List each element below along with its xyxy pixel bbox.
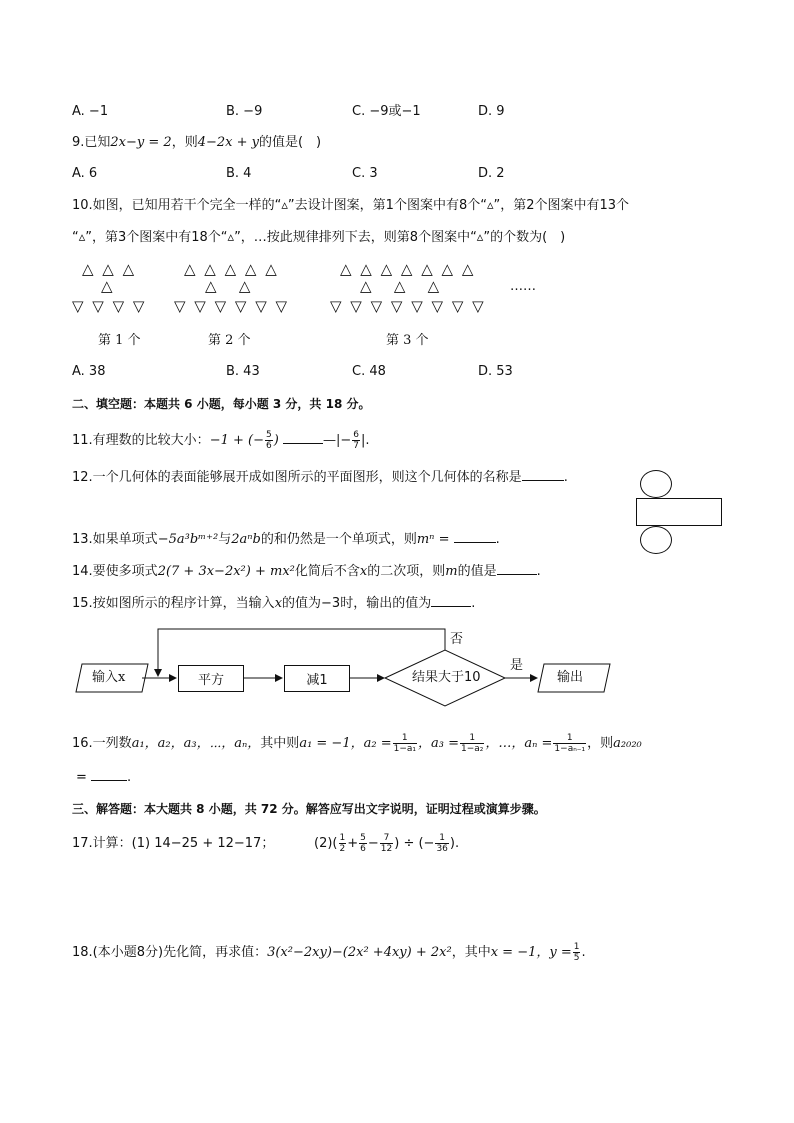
q17-d-num: 1 [435, 833, 448, 844]
q18-expression: 3(x²−2xy)−(2x² +4xy) + 2x² [267, 945, 452, 960]
q17-minus: − [367, 836, 379, 851]
q8-option-b: B. −9 [226, 104, 263, 119]
q17-b-num: 5 [360, 833, 366, 843]
q11-suffix: |. [360, 433, 370, 448]
q13-text-a: 13.如果单项式 [72, 532, 158, 547]
fig1-mid-row: △ [101, 277, 115, 295]
flow-no-label: 否 [450, 632, 464, 647]
q8-option-d: D. 9 [478, 104, 505, 119]
q17-plus: + [347, 836, 359, 851]
q10-option-d: D. 53 [478, 364, 513, 379]
q11-abs-open: —|− [322, 433, 352, 448]
flow-square-box [178, 665, 244, 692]
q16-text-b: 其中则 [260, 736, 300, 751]
q11-prefix: 11.有理数的比较大小： [72, 433, 210, 448]
q14-var-m: m [445, 564, 458, 579]
q16-text-a: 16.一列数 [72, 736, 132, 751]
q10-option-a: A. 38 [72, 364, 106, 379]
q18-frac [573, 942, 581, 963]
fig1-bottom-row: ▽ ▽ ▽ ▽ [72, 297, 147, 315]
q18-text: 18.(本小题8分)先化简，再求值： [72, 945, 268, 960]
q8-option-c: C. −9或−1 [352, 104, 421, 119]
q16-answer-line [76, 768, 131, 787]
q9-option-d: D. 2 [478, 166, 505, 181]
q16-sequence: a₁，a₂，a₃，⋯，aₙ， [131, 736, 261, 751]
q17-frac-b [359, 833, 367, 854]
fig3-bottom-row: ▽ ▽ ▽ ▽ ▽ ▽ ▽ ▽ [330, 297, 486, 315]
q9-expression: 4−2x + y [197, 135, 259, 150]
q9-condition: 2x−y = 2 [110, 135, 172, 150]
q10-stem-line1: 10.如图，已知用若干个完全一样的“▵”去设计图案，第1个图案中有8个“▵”，第2个图案中有13个 [72, 198, 630, 213]
q18-text-b: ，其中 [451, 945, 491, 960]
q10-option-c: C. 48 [352, 364, 386, 379]
q15-text-b: 的值为−3时，输出的值为 [282, 596, 432, 611]
q11-after-f1: ) [273, 433, 279, 448]
q9-prefix: 9.已知 [72, 135, 111, 150]
q16-answer-blank[interactable] [91, 768, 127, 781]
flow-input-label: 输入x [92, 670, 126, 685]
q13-monomial-2: 2aⁿb [231, 532, 261, 547]
q17-c-den: 12 [380, 844, 393, 854]
q14-text-c: 的二次项，则 [367, 564, 446, 579]
q13-end: . [495, 532, 500, 547]
q17-frac-c [380, 833, 393, 854]
flow-square-label: 平方 [197, 673, 224, 688]
q9-option-a: A. 6 [72, 166, 98, 181]
q14-text-a: 14.要使多项式 [72, 564, 158, 579]
q16-an: ，…，aₙ = [485, 736, 553, 751]
q16-a3: ，a₃ = [417, 736, 459, 751]
q16-a2-den: 1−a₁ [393, 744, 416, 754]
q16-an-num: 1 [553, 733, 586, 744]
q18-condition: x = −1，y = [490, 945, 572, 960]
q17-end: ). [449, 836, 460, 851]
q14-end: . [536, 564, 541, 579]
flow-yes-label: 是 [510, 658, 524, 673]
q17-close: ) ÷ (− [394, 836, 435, 851]
q16-a2-num: 1 [393, 733, 417, 744]
q12-text: 12.一个几何体的表面能够展开成如图所示的平面图形，则这个几何体的名称是 [72, 470, 522, 485]
q18-num: 1 [573, 942, 580, 952]
fig2-label: 第 2 个 [208, 333, 251, 348]
q11-expr-left: −1 + (− [209, 433, 264, 448]
q13-text-b: 与 [218, 532, 232, 547]
q9-suffix: 的值是( ) [258, 135, 322, 150]
q10-option-b: B. 43 [226, 364, 260, 379]
q12-end: . [563, 470, 568, 485]
q15-end: . [471, 596, 476, 611]
q9-option-b: B. 4 [226, 166, 252, 181]
q16-an-den: 1−aₙ₋₁ [554, 744, 586, 754]
q18-den: 5 [573, 953, 580, 963]
q17-frac-a [339, 833, 347, 854]
fig2-mid-row: △ △ [205, 277, 253, 295]
q15-var-x: x [274, 596, 283, 611]
fig3-mid-row: △ △ △ [360, 277, 442, 295]
fig2-bottom-row: ▽ ▽ ▽ ▽ ▽ ▽ [174, 297, 290, 315]
q11-f2-num: 6 [353, 430, 359, 440]
q16-a3-num: 1 [460, 733, 484, 744]
q16-frac-a3 [460, 733, 484, 754]
q16-equals: = [76, 770, 87, 785]
q16-target: a₂₀₂₀ [613, 736, 642, 751]
q9-mid: ，则 [171, 135, 198, 150]
q13-target: mⁿ = [416, 532, 450, 547]
q16-a1: a₁ = −1，a₂ = [299, 736, 392, 751]
q10-ellipsis: …… [510, 279, 536, 294]
section-fill-in-heading: 二、填空题：本题共 6 小题，每小题 3 分，共 18 分。 [72, 397, 371, 411]
q17-part1: 17.计算：(1) 14−25 + 12−17； [72, 836, 275, 851]
q11-f2-den: 7 [353, 441, 359, 451]
fig2-top-row: △ △ △ △ △ [184, 260, 279, 278]
q11-f1-num: 5 [265, 430, 272, 440]
q17-b-den: 6 [360, 844, 366, 854]
fig1-label: 第 1 个 [98, 333, 141, 348]
q11-f1-den: 6 [265, 441, 272, 451]
q17-open: (2)( [314, 836, 338, 851]
q13-text-c: 的和仍然是一个单项式，则 [260, 532, 417, 547]
q8-option-a: A. −1 [72, 104, 109, 119]
flow-output-label: 输出 [557, 670, 584, 685]
q16-a3-den: 1−a₂ [460, 744, 484, 754]
q17-part2 [314, 833, 459, 854]
q10-stem-line2: “▵”，第3个图案中有18个“▵”，…按此规律排列下去，则第8个图案中“▵”的个数为( ) [72, 230, 566, 245]
fig3-label: 第 3 个 [386, 333, 429, 348]
flow-minus1-box [284, 665, 350, 692]
q17-d-den: 36 [436, 844, 448, 854]
q14-text-d: 的值是 [457, 564, 497, 579]
q16-text-c: ，则 [587, 736, 614, 751]
q13-monomial-1: −5a³bᵐ⁺² [157, 532, 219, 547]
fig3-top-row: △ △ △ △ △ △ △ [340, 260, 476, 278]
q18-stem [72, 942, 586, 963]
q14-text-b: 化简后不含 [294, 564, 360, 579]
q16-frac-an [553, 733, 586, 754]
q16-stem [72, 733, 642, 754]
q9-option-c: C. 3 [352, 166, 378, 181]
q14-polynomial: 2(7 + 3x−2x²) + mx² [157, 564, 295, 579]
q17-frac-d [435, 833, 448, 854]
fig1-top-row: △ △ △ [82, 260, 137, 278]
q16-frac-a2 [393, 733, 417, 754]
q14-var-x: x [359, 564, 368, 579]
q15-text-a: 15.按如图所示的程序计算，当输入 [72, 596, 275, 611]
section-solve-heading: 三、解答题：本大题共 8 小题，共 72 分。解答应写出文字说明，证明过程或演算步骤。 [72, 802, 546, 816]
q17-c-num: 7 [380, 833, 393, 844]
flow-minus1-label: 减1 [306, 673, 328, 688]
q17-a-num: 1 [339, 833, 346, 843]
q18-end: . [581, 945, 586, 960]
q16-end: . [127, 770, 132, 785]
flow-condition-label: 结果大于10 [412, 670, 481, 685]
q17-a-den: 2 [339, 844, 346, 854]
